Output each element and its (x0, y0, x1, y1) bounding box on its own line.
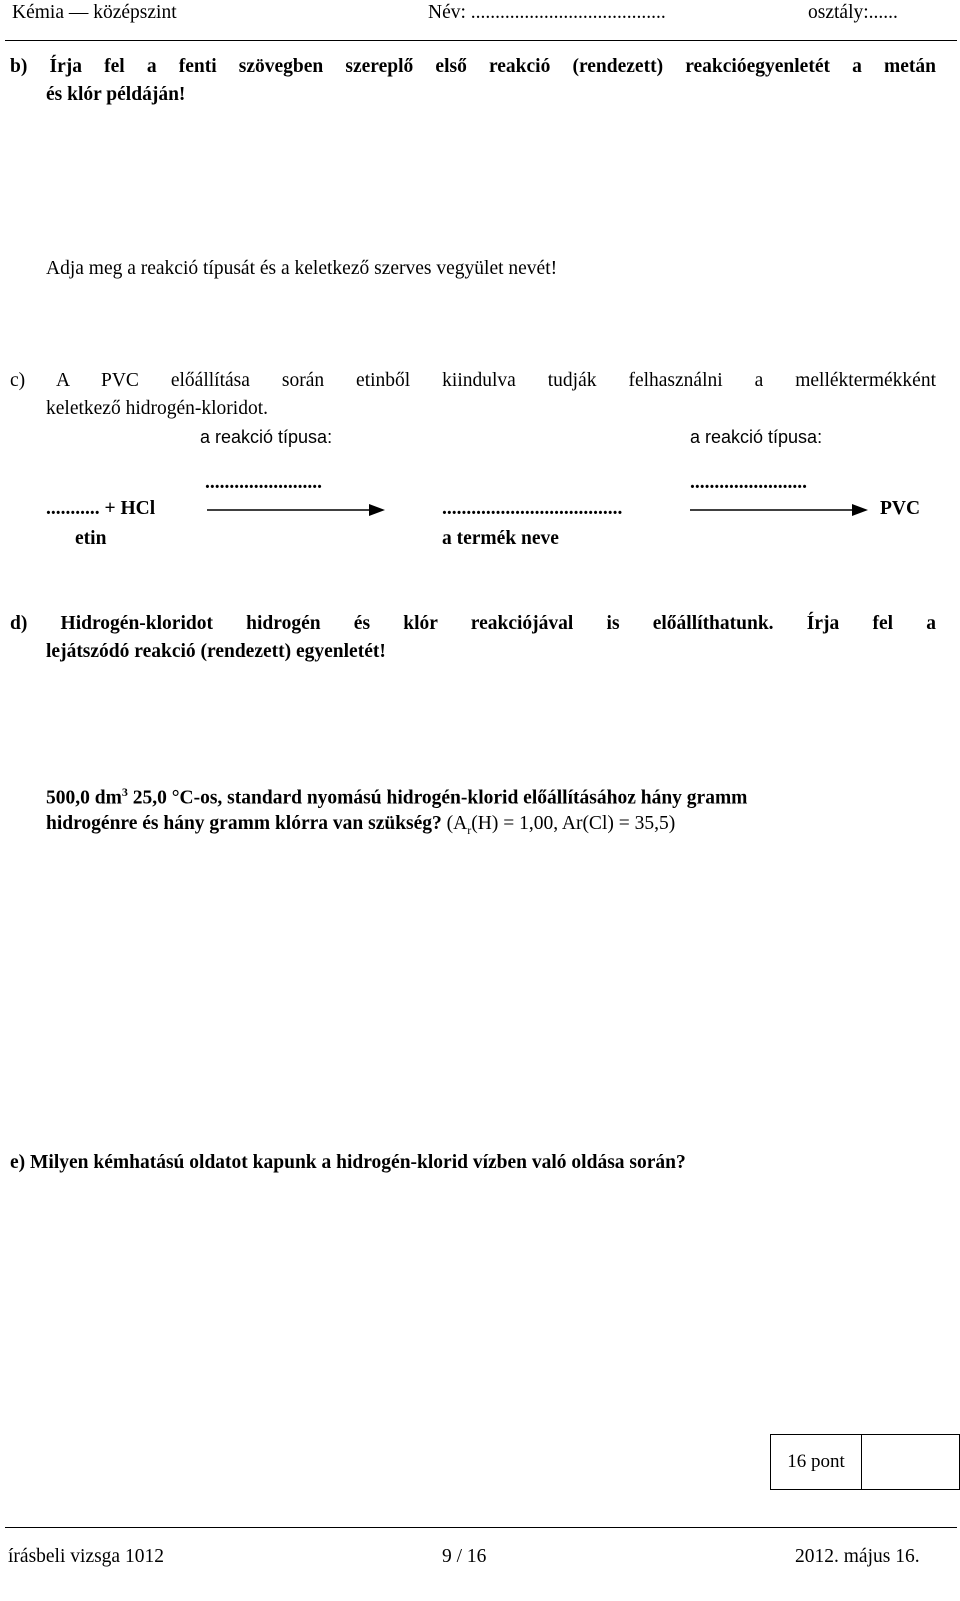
points-box (770, 1434, 960, 1490)
task-d-line2: lejátszódó reakció (rendezett) egyenletét! (46, 641, 386, 662)
footer-date: 2012. május 16. (795, 1546, 920, 1567)
points-score-field (862, 1435, 959, 1489)
final-product: PVC (880, 498, 921, 519)
header-class-field: osztály:...... (808, 2, 898, 23)
task-b-line1: b) Írja fel a fenti szövegben szereplő első reakció (rendezett) reakcióegyenletét a metán (10, 56, 936, 77)
arrow-right-icon (207, 500, 387, 520)
task-b-line2: és klór példáján! (46, 84, 186, 105)
header-rule (5, 40, 957, 41)
header-name-field: Név: ........................................ (428, 2, 666, 23)
reaction-type-blank-2: ........................ (690, 472, 807, 493)
reaction-type-label-1: a reakció típusa: (200, 427, 333, 447)
points-label: 16 pont (771, 1435, 862, 1489)
task-d-calc-line2: hidrogénre és hány gramm klórra van szükség? ($A_r(H) = 1,00$, Ar(Cl) = 35,5) (46, 813, 676, 837)
footer-exam-code: írásbeli vizsga 1012 (8, 1546, 164, 1567)
reaction-type-label-2: a reakció típusa: (690, 427, 823, 447)
reaction-type-blank-1: ........................ (205, 472, 322, 493)
reactant-expression: ........... + HCl (46, 498, 156, 519)
header-subject: Kémia — középszint (12, 2, 177, 23)
product-blank: ..................................... (442, 498, 623, 519)
task-d-calc-line1: 500,0 $dm^3$ 25,0 °C-os, standard nyomású hidrogén-klorid előállításához hány gramm (46, 785, 748, 809)
task-c-line2: keletkező hidrogén-kloridot. (46, 398, 269, 419)
product-name-label: a termék neve (442, 528, 559, 549)
task-d-line1: d) Hidrogén-kloridot hidrogén és klór reakciójával is előállíthatunk. Írja fel a (10, 613, 936, 634)
reactant-name: etin (75, 528, 107, 549)
footer-rule (5, 1527, 957, 1528)
task-e-question: e) Milyen kémhatású oldatot kapunk a hidrogén-klorid vízben való oldása során? (10, 1152, 686, 1173)
task-b-question: Adja meg a reakció típusát és a keletkező szerves vegyület nevét! (46, 258, 558, 279)
arrow-right-icon (690, 500, 870, 520)
footer-page-number: 9 / 16 (442, 1546, 487, 1567)
task-c-line1: c) A PVC előállítása során etinből kiindulva tudják felhasználni a melléktermékként (10, 370, 936, 391)
